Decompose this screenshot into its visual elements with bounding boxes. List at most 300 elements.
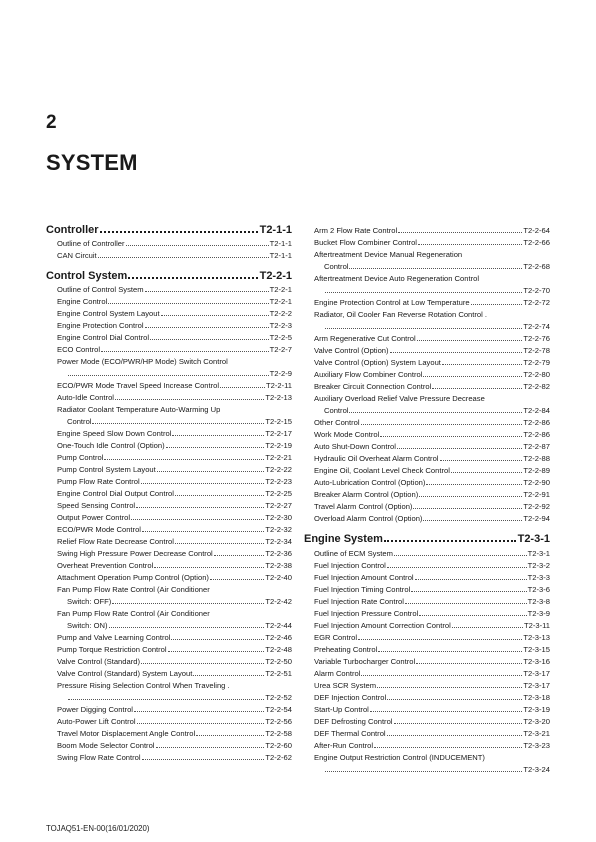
toc-entry-label: Pump Control System Layout bbox=[57, 465, 156, 474]
toc-entry-label: Engine Oil, Coolant Level Check Control bbox=[314, 466, 450, 475]
dot-leader bbox=[131, 519, 264, 520]
toc-entry-label: Auto-Idle Control bbox=[57, 393, 114, 402]
toc-page-number: T2-3-19 bbox=[523, 705, 550, 714]
toc-entry[interactable] bbox=[304, 237, 550, 249]
toc-entry-label: Work Mode Control bbox=[314, 430, 380, 439]
toc-entry[interactable] bbox=[46, 308, 292, 320]
chapter-number: 2 bbox=[46, 112, 57, 133]
toc-entry[interactable] bbox=[46, 548, 292, 560]
toc-entry[interactable] bbox=[46, 656, 292, 668]
toc-entry-label: Travel Motor Displacement Angle Control bbox=[57, 729, 196, 738]
dot-leader bbox=[137, 723, 265, 724]
toc-entry-label: EGR Control bbox=[314, 633, 358, 642]
toc-page-number: T2-1-1 bbox=[269, 239, 292, 248]
toc-page-number: T2-2-80 bbox=[523, 370, 550, 379]
dot-leader bbox=[377, 687, 522, 688]
section-heading[interactable] bbox=[46, 270, 292, 282]
dot-leader bbox=[390, 352, 523, 353]
toc-entry[interactable] bbox=[304, 453, 550, 465]
section-title: Controller bbox=[46, 224, 99, 236]
toc-entry[interactable] bbox=[304, 560, 550, 572]
toc-entry-label: Pump and Valve Learning Control bbox=[57, 633, 171, 642]
toc-entry[interactable] bbox=[304, 728, 550, 740]
toc-page-number: T2-2-27 bbox=[265, 501, 292, 510]
toc-entry[interactable] bbox=[46, 728, 292, 740]
toc-page-number: T2-2-2 bbox=[269, 309, 292, 318]
toc-entry-label: CAN Circuit bbox=[57, 251, 97, 260]
dot-leader bbox=[134, 711, 264, 712]
toc-entry[interactable] bbox=[304, 393, 550, 417]
toc-entry[interactable] bbox=[304, 369, 550, 381]
dot-leader bbox=[423, 520, 522, 521]
toc-page-number: T2-3-2 bbox=[527, 561, 550, 570]
toc-entry[interactable] bbox=[46, 392, 292, 404]
toc-entry[interactable] bbox=[46, 680, 292, 704]
toc-entry-label: Engine Protection Control at Low Temperature bbox=[314, 298, 470, 307]
toc-entry[interactable] bbox=[304, 477, 550, 489]
toc-entry[interactable] bbox=[304, 620, 550, 632]
toc-entry-label: Hydraulic Oil Overheat Alarm Control bbox=[314, 454, 439, 463]
dot-leader bbox=[370, 711, 523, 712]
toc-page-number: T2-2-87 bbox=[523, 442, 550, 451]
toc-entry[interactable] bbox=[46, 572, 292, 584]
section-page-number: T2-3-1 bbox=[517, 533, 550, 545]
dot-leader bbox=[419, 615, 526, 616]
toc-page-number: T2-2-23 bbox=[265, 477, 292, 486]
toc-entry-label: Outline of Controller bbox=[57, 239, 125, 248]
toc-entry-label: Overload Alarm Control (Option) bbox=[314, 514, 423, 523]
toc-entry-label: Other Control bbox=[314, 418, 360, 427]
dot-leader bbox=[145, 327, 269, 328]
toc-page-number: T2-2-5 bbox=[269, 333, 292, 342]
dot-leader bbox=[432, 388, 522, 389]
toc-entry-label: Engine Control Dial Output Control bbox=[57, 489, 174, 498]
toc-entry[interactable] bbox=[304, 513, 550, 525]
toc-entry[interactable] bbox=[304, 716, 550, 728]
dot-leader bbox=[157, 471, 265, 472]
toc-entry-continuation bbox=[57, 368, 292, 380]
toc-page-number: T2-2-32 bbox=[265, 525, 292, 534]
toc-page-number: T2-3-13 bbox=[523, 633, 550, 642]
dot-leader bbox=[68, 699, 264, 700]
dot-leader bbox=[98, 257, 269, 258]
dot-leader bbox=[413, 508, 522, 509]
dot-leader bbox=[411, 591, 526, 592]
toc-entry-label: Swing High Pressure Power Decrease Control bbox=[57, 549, 213, 558]
toc-page-number: T2-2-48 bbox=[265, 645, 292, 654]
toc-entry[interactable] bbox=[304, 381, 550, 393]
dot-leader bbox=[193, 675, 264, 676]
dot-leader bbox=[387, 735, 523, 736]
toc-page-number: T2-2-79 bbox=[523, 358, 550, 367]
toc-entry[interactable] bbox=[46, 632, 292, 644]
toc-entry-label: Power Mode (ECO/PWR/HP Mode) Switch Control bbox=[57, 357, 228, 366]
toc-entry[interactable] bbox=[304, 644, 550, 656]
toc-entry-label: Start-Up Control bbox=[314, 705, 369, 714]
toc-right-column bbox=[304, 225, 550, 776]
toc-entry[interactable] bbox=[46, 608, 292, 632]
toc-entry-label: Output Power Control bbox=[57, 513, 131, 522]
toc-entry[interactable] bbox=[46, 500, 292, 512]
toc-page-number: T2-2-11 bbox=[265, 381, 292, 390]
toc-entry[interactable] bbox=[304, 548, 550, 560]
toc-entry[interactable] bbox=[46, 380, 292, 392]
toc-entry-label: Radiator, Oil Cooler Fan Reverse Rotation Control . bbox=[314, 310, 488, 319]
toc-entry[interactable] bbox=[304, 584, 550, 596]
toc-entry[interactable] bbox=[304, 692, 550, 704]
dot-leader bbox=[145, 291, 269, 292]
section-page-number: T2-2-1 bbox=[259, 270, 292, 282]
dot-leader bbox=[358, 639, 522, 640]
dot-leader bbox=[104, 459, 264, 460]
toc-page-number: T2-3-24 bbox=[523, 765, 550, 774]
toc-page-number: T2-3-17 bbox=[523, 669, 550, 678]
toc-entry-label: Arm 2 Flow Rate Control bbox=[314, 226, 398, 235]
toc-page-number: T2-3-6 bbox=[527, 585, 550, 594]
toc-entry-label: Breaker Circuit Connection Control bbox=[314, 382, 432, 391]
toc-page-number: T2-3-8 bbox=[527, 597, 550, 606]
toc-entry-label: Engine Control Dial Control bbox=[57, 333, 150, 342]
toc-page-number: T2-3-17 bbox=[523, 681, 550, 690]
toc-page-number: T2-2-58 bbox=[265, 729, 292, 738]
toc-entry[interactable] bbox=[304, 489, 550, 501]
toc-entry[interactable] bbox=[304, 225, 550, 237]
dot-leader bbox=[175, 495, 264, 496]
toc-entry[interactable] bbox=[46, 250, 292, 262]
toc-page-number: T2-2-74 bbox=[523, 322, 550, 331]
toc-entry[interactable] bbox=[304, 668, 550, 680]
dot-leader bbox=[380, 436, 522, 437]
toc-entry-label: Engine Protection Control bbox=[57, 321, 144, 330]
dot-leader bbox=[141, 483, 265, 484]
toc-page-number: T2-1-1 bbox=[269, 251, 292, 260]
toc-entry-label: Attachment Operation Pump Control (Option) bbox=[57, 573, 209, 582]
toc-page-number: T2-2-86 bbox=[523, 418, 550, 427]
toc-entry-label: Engine Control bbox=[57, 297, 108, 306]
dot-leader bbox=[397, 448, 523, 449]
toc-entry-label: Variable Turbocharger Control bbox=[314, 657, 416, 666]
toc-entry-label: After-Run Control bbox=[314, 741, 374, 750]
dot-leader bbox=[374, 747, 522, 748]
toc-entry-label: Urea SCR System bbox=[314, 681, 377, 690]
toc-entry-continuation bbox=[314, 261, 550, 273]
dot-leader bbox=[325, 292, 522, 293]
toc-entry-label-continuation: Switch: ON) bbox=[67, 621, 108, 630]
toc-entry-label-continuation: Control bbox=[324, 406, 349, 415]
toc-entry-label: Auxiliary Overload Relief Valve Pressure Decrease bbox=[314, 394, 485, 403]
toc-page-number: T2-2-42 bbox=[265, 597, 292, 606]
chapter-title: SYSTEM bbox=[46, 150, 138, 175]
toc-entry[interactable] bbox=[46, 344, 292, 356]
section-title: Engine System bbox=[304, 533, 383, 545]
toc-page-number: T2-2-56 bbox=[265, 717, 292, 726]
toc-entry[interactable] bbox=[304, 357, 550, 369]
toc-entry[interactable] bbox=[304, 704, 550, 716]
toc-entry-continuation bbox=[314, 285, 550, 297]
toc-entry-label: Fuel Injection Amount Correction Control bbox=[314, 621, 451, 630]
toc-entry[interactable] bbox=[304, 309, 550, 333]
dot-leader bbox=[112, 603, 264, 604]
dot-leader bbox=[101, 351, 269, 352]
dot-leader bbox=[128, 277, 257, 279]
toc-page-number: T2-2-44 bbox=[265, 621, 292, 630]
toc-entry-label: Aftertreatment Device Auto Regeneration Control bbox=[314, 274, 480, 283]
toc-entry-label: Valve Control (Option) bbox=[314, 346, 389, 355]
toc-page-number: T2-3-18 bbox=[523, 693, 550, 702]
toc-page-number: T2-2-91 bbox=[523, 490, 550, 499]
toc-page-number: T2-2-19 bbox=[265, 441, 292, 450]
toc-page-number: T2-2-89 bbox=[523, 466, 550, 475]
dot-leader bbox=[171, 639, 264, 640]
toc-entry[interactable] bbox=[304, 465, 550, 477]
toc-entry[interactable] bbox=[46, 296, 292, 308]
toc-entry-label: Valve Control (Standard) bbox=[57, 657, 141, 666]
toc-entry-continuation bbox=[314, 321, 550, 333]
dot-leader bbox=[150, 339, 269, 340]
toc-entry-label: Boom Mode Selector Control bbox=[57, 741, 155, 750]
dot-leader bbox=[166, 447, 265, 448]
toc-page-number: T2-3-15 bbox=[523, 645, 550, 654]
toc-page-number: T2-2-64 bbox=[523, 226, 550, 235]
toc-left-column bbox=[46, 224, 292, 764]
toc-entry-label: Engine Control System Layout bbox=[57, 309, 160, 318]
toc-page-number: T2-2-22 bbox=[265, 465, 292, 474]
toc-entry-label: Engine Speed Slow Down Control bbox=[57, 429, 172, 438]
toc-entry-label: Aftertreatment Device Manual Regeneration bbox=[314, 250, 463, 259]
toc-page-number: T2-2-34 bbox=[265, 537, 292, 546]
toc-entry[interactable] bbox=[46, 668, 292, 680]
toc-entry-label: DEF Injection Control bbox=[314, 693, 387, 702]
document-code: TOJAQ51-EN-00(16/01/2020) bbox=[46, 824, 150, 833]
toc-entry-label: Outline of ECM System bbox=[314, 549, 393, 558]
toc-page-number: T2-2-3 bbox=[269, 321, 292, 330]
dot-leader bbox=[68, 375, 269, 376]
toc-page-number: T2-2-1 bbox=[269, 285, 292, 294]
toc-entry-label: Auto-Lubrication Control (Option) bbox=[314, 478, 426, 487]
toc-entry[interactable] bbox=[46, 440, 292, 452]
toc-entry[interactable] bbox=[304, 572, 550, 584]
toc-page-number: T2-2-9 bbox=[269, 369, 292, 378]
dot-leader bbox=[115, 399, 264, 400]
toc-entry-continuation bbox=[57, 416, 292, 428]
dot-leader bbox=[417, 340, 523, 341]
toc-entry[interactable] bbox=[304, 608, 550, 620]
toc-page-number: T2-2-17 bbox=[265, 429, 292, 438]
toc-page-number: T2-2-60 bbox=[265, 741, 292, 750]
toc-entry-label: Arm Regenerative Cut Control bbox=[314, 334, 416, 343]
dot-leader bbox=[384, 540, 516, 542]
toc-entry-label: Fan Pump Flow Rate Control (Air Conditioner bbox=[57, 609, 210, 618]
toc-entry-label: Pump Torque Restriction Control bbox=[57, 645, 167, 654]
toc-page-number: T2-3-21 bbox=[523, 729, 550, 738]
toc-page-number: T2-2-21 bbox=[265, 453, 292, 462]
dot-leader bbox=[471, 304, 523, 305]
toc-entry[interactable] bbox=[46, 320, 292, 332]
toc-entry[interactable] bbox=[46, 464, 292, 476]
toc-page-number: T2-3-9 bbox=[527, 609, 550, 618]
toc-page-number: T2-2-78 bbox=[523, 346, 550, 355]
dot-leader bbox=[168, 651, 265, 652]
dot-leader bbox=[136, 507, 264, 508]
toc-entry-label: Auto-Power Lift Control bbox=[57, 717, 136, 726]
toc-entry[interactable] bbox=[46, 488, 292, 500]
dot-leader bbox=[451, 472, 522, 473]
toc-entry[interactable] bbox=[304, 417, 550, 429]
dot-leader bbox=[325, 328, 522, 329]
toc-entry-continuation bbox=[314, 764, 550, 776]
toc-entry-label: ECO/PWR Mode Travel Speed Increase Control bbox=[57, 381, 220, 390]
dot-leader bbox=[325, 771, 522, 772]
toc-entry-label: Fuel Injection Amount Control bbox=[314, 573, 414, 582]
toc-entry-label: Travel Alarm Control (Option) bbox=[314, 502, 413, 511]
toc-entry[interactable] bbox=[304, 740, 550, 752]
toc-entry[interactable] bbox=[304, 680, 550, 692]
toc-entry-continuation bbox=[57, 692, 292, 704]
dot-leader bbox=[210, 579, 264, 580]
dot-leader bbox=[154, 567, 264, 568]
toc-entry[interactable] bbox=[304, 632, 550, 644]
toc-entry[interactable] bbox=[46, 512, 292, 524]
toc-entry-label: Relief Flow Rate Decrease Control bbox=[57, 537, 174, 546]
toc-entry-label-continuation: Control bbox=[67, 417, 92, 426]
toc-page-number: T2-3-11 bbox=[523, 621, 550, 630]
toc-page-number: T2-2-62 bbox=[265, 753, 292, 762]
toc-page-number: T2-2-86 bbox=[523, 430, 550, 439]
dot-leader bbox=[387, 699, 522, 700]
toc-entry-label: ECO/PWR Mode Control bbox=[57, 525, 141, 534]
dot-leader bbox=[415, 579, 527, 580]
dot-leader bbox=[109, 627, 265, 628]
toc-entry-label: Overheat Prevention Control bbox=[57, 561, 154, 570]
toc-page-number: T2-2-88 bbox=[523, 454, 550, 463]
toc-page-number: T2-3-3 bbox=[527, 573, 550, 582]
dot-leader bbox=[172, 435, 264, 436]
dot-leader bbox=[452, 627, 523, 628]
toc-entry[interactable] bbox=[46, 356, 292, 380]
toc-page-number: T2-3-16 bbox=[523, 657, 550, 666]
toc-entry[interactable] bbox=[304, 297, 550, 309]
dot-leader bbox=[387, 567, 527, 568]
toc-entry[interactable] bbox=[46, 452, 292, 464]
dot-leader bbox=[100, 231, 258, 233]
dot-leader bbox=[426, 484, 522, 485]
toc-entry[interactable] bbox=[46, 716, 292, 728]
toc-entry-label: DEF Defrosting Control bbox=[314, 717, 393, 726]
toc-page-number: T2-2-46 bbox=[265, 633, 292, 642]
toc-entry-label: One-Touch Idle Control (Option) bbox=[57, 441, 165, 450]
toc-entry[interactable] bbox=[46, 238, 292, 250]
toc-page-number: T2-2-13 bbox=[265, 393, 292, 402]
toc-entry[interactable] bbox=[304, 596, 550, 608]
section-page-number: T2-1-1 bbox=[259, 224, 292, 236]
toc-entry-label-continuation: Switch: OFF) bbox=[67, 597, 112, 606]
toc-page-number: T2-3-20 bbox=[523, 717, 550, 726]
toc-page-number: T2-2-36 bbox=[265, 549, 292, 558]
dot-leader bbox=[142, 531, 264, 532]
dot-leader bbox=[440, 460, 523, 461]
toc-entry[interactable] bbox=[46, 524, 292, 536]
section-heading[interactable] bbox=[304, 533, 550, 545]
toc-entry[interactable] bbox=[46, 404, 292, 428]
dot-leader bbox=[423, 376, 522, 377]
toc-entry[interactable] bbox=[46, 644, 292, 656]
toc-entry[interactable] bbox=[46, 428, 292, 440]
toc-entry[interactable] bbox=[304, 501, 550, 513]
section-title: Control System bbox=[46, 270, 128, 282]
toc-entry[interactable] bbox=[304, 249, 550, 273]
dot-leader bbox=[141, 663, 264, 664]
toc-entry-continuation bbox=[57, 596, 292, 608]
toc-entry[interactable] bbox=[304, 333, 550, 345]
toc-entry[interactable] bbox=[46, 536, 292, 548]
dot-leader bbox=[419, 496, 522, 497]
toc-page-number: T2-2-84 bbox=[523, 406, 550, 415]
toc-entry-label: Radiator Coolant Temperature Auto-Warming Up bbox=[57, 405, 221, 414]
toc-entry-label: Speed Sensing Control bbox=[57, 501, 136, 510]
dot-leader bbox=[175, 543, 265, 544]
toc-page-number: T2-2-25 bbox=[265, 489, 292, 498]
toc-entry[interactable] bbox=[304, 273, 550, 297]
dot-leader bbox=[214, 555, 265, 556]
dot-leader bbox=[378, 651, 522, 652]
toc-entry[interactable] bbox=[46, 740, 292, 752]
toc-entry[interactable] bbox=[46, 476, 292, 488]
dot-leader bbox=[418, 244, 522, 245]
toc-entry-label: DEF Thermal Control bbox=[314, 729, 386, 738]
toc-entry[interactable] bbox=[304, 441, 550, 453]
toc-page-number: T2-2-40 bbox=[265, 573, 292, 582]
toc-entry[interactable] bbox=[46, 752, 292, 764]
toc-page-number: T2-2-30 bbox=[265, 513, 292, 522]
toc-entry-label: Fan Pump Flow Rate Control (Air Conditioner bbox=[57, 585, 210, 594]
toc-page-number: T2-2-94 bbox=[523, 514, 550, 523]
toc-entry[interactable] bbox=[304, 345, 550, 357]
section-heading[interactable] bbox=[46, 224, 292, 236]
toc-page-number: T2-2-68 bbox=[523, 262, 550, 271]
toc-page-number: T2-2-15 bbox=[265, 417, 292, 426]
toc-entry[interactable] bbox=[304, 429, 550, 441]
dot-leader bbox=[405, 603, 527, 604]
toc-entry[interactable] bbox=[46, 560, 292, 572]
dot-leader bbox=[394, 555, 527, 556]
toc-entry[interactable] bbox=[46, 332, 292, 344]
toc-entry-label: Fuel Injection Pressure Control bbox=[314, 609, 419, 618]
toc-page-number: T2-2-51 bbox=[265, 669, 292, 678]
toc-entry-label: Fuel Injection Rate Control bbox=[314, 597, 404, 606]
toc-page-number: T2-2-70 bbox=[523, 286, 550, 295]
toc-entry[interactable] bbox=[46, 704, 292, 716]
toc-entry-label: Power Digging Control bbox=[57, 705, 133, 714]
toc-page-number: T2-2-50 bbox=[265, 657, 292, 666]
toc-entry-label: Breaker Alarm Control (Option) bbox=[314, 490, 419, 499]
dot-leader bbox=[92, 423, 264, 424]
toc-entry[interactable] bbox=[46, 584, 292, 608]
toc-entry[interactable] bbox=[46, 284, 292, 296]
toc-entry[interactable] bbox=[304, 752, 550, 776]
dot-leader bbox=[442, 364, 523, 365]
toc-entry-label-continuation: Control bbox=[324, 262, 349, 271]
toc-entry-label: Outline of Control System bbox=[57, 285, 144, 294]
toc-page-number: T2-2-54 bbox=[265, 705, 292, 714]
dot-leader bbox=[361, 424, 523, 425]
dot-leader bbox=[398, 232, 522, 233]
dot-leader bbox=[349, 412, 522, 413]
toc-page-number: T2-2-7 bbox=[269, 345, 292, 354]
toc-entry[interactable] bbox=[304, 656, 550, 668]
dot-leader bbox=[196, 735, 264, 736]
toc-entry-label: Pressure Rising Selection Control When Traveling . bbox=[57, 681, 230, 690]
toc-entry-label: Alarm Control bbox=[314, 669, 361, 678]
